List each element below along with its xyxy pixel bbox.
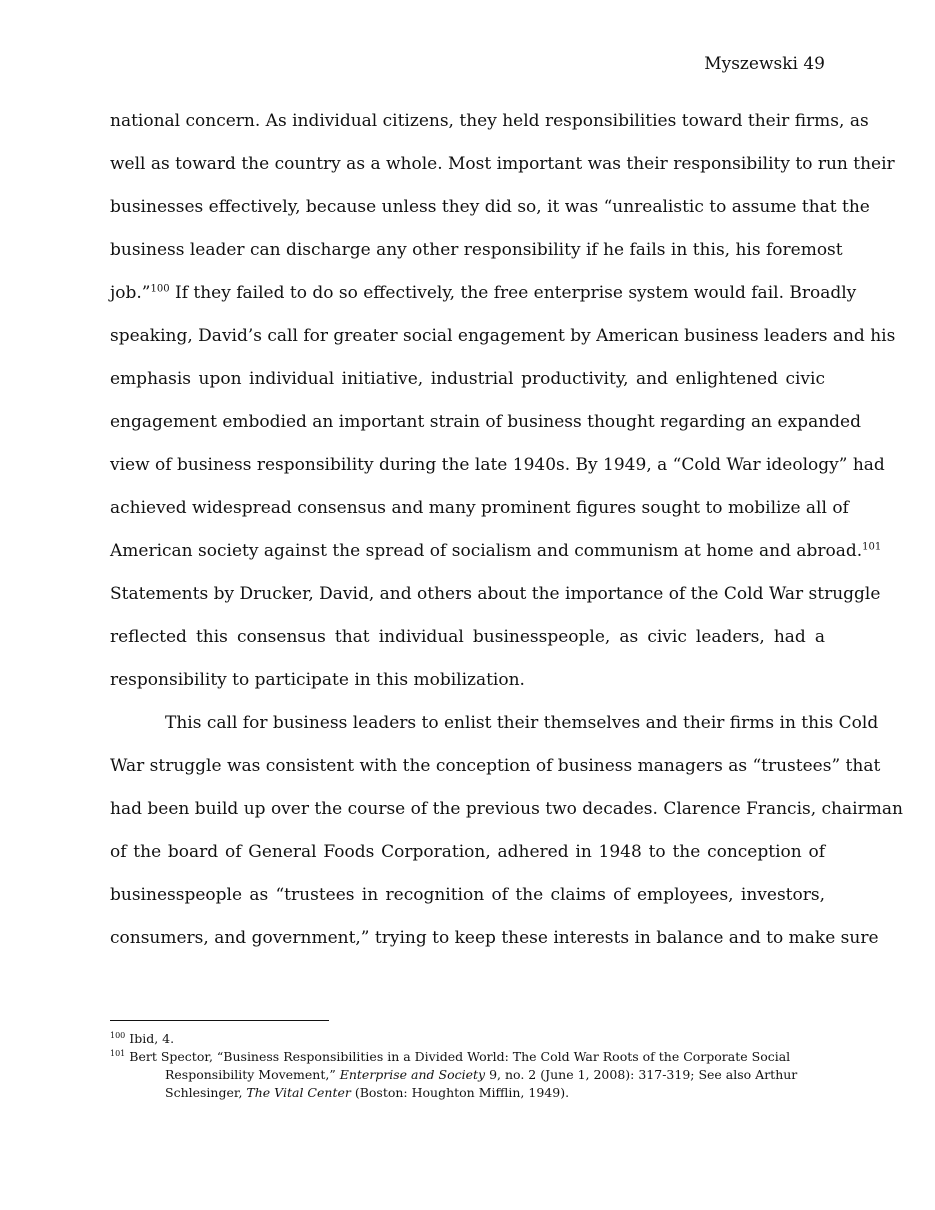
text-line: view of business responsibility during the late 1940s. By 1949, a “Cold War ideology” had bbox=[110, 455, 885, 475]
text-line: War struggle was consistent with the conception of business managers as “trustees” that bbox=[110, 756, 881, 776]
footnote-101-continued bbox=[110, 1084, 825, 1102]
footnote-text: Ibid, 4. bbox=[129, 1031, 175, 1046]
running-head: Myszewski 49 bbox=[704, 54, 825, 74]
text-line: speaking, David’s call for greater social engagement by American business leaders and his bbox=[110, 326, 896, 346]
book-title: The Vital Center bbox=[246, 1085, 351, 1100]
text-line: business leader can discharge any other responsibility if he fails in this, his foremost bbox=[110, 240, 843, 260]
text-line: emphasis upon individual initiative, industrial productivity, and enlightened civic bbox=[110, 369, 825, 389]
text-line: responsibility to participate in this mobilization. bbox=[110, 670, 525, 690]
journal-title: Enterprise and Society bbox=[339, 1067, 486, 1082]
text-line: This call for business leaders to enlist their themselves and their firms in this Cold bbox=[165, 713, 879, 733]
text-line: national concern. As individual citizens, they held responsibilities toward their firms, as bbox=[110, 111, 869, 131]
text-line bbox=[110, 272, 857, 315]
text-line: businesses effectively, because unless they did so, it was “unrealistic to assume that the bbox=[110, 197, 870, 217]
text-line: businesspeople as “trustees in recognition of the claims of employees, investors, bbox=[110, 885, 825, 905]
footnote-text: 9, no. 2 (June 1, 2008): 317-319; See also Arthur bbox=[485, 1067, 798, 1082]
footnote-text: (Boston: Houghton Mifflin, 1949). bbox=[350, 1085, 570, 1100]
text-line: achieved widespread consensus and many prominent figures sought to mobilize all of bbox=[110, 498, 849, 518]
footnote-separator bbox=[110, 1020, 329, 1021]
text-line: of the board of General Foods Corporation, adhered in 1948 to the conception of bbox=[110, 842, 825, 862]
text-line: engagement embodied an important strain of business thought regarding an expanded bbox=[110, 412, 861, 432]
text-segment: American society against the spread of socialism and communism at home and abroad. bbox=[110, 541, 863, 561]
footnote-number: 100 bbox=[110, 1030, 126, 1040]
footnote-100 bbox=[110, 1030, 825, 1048]
footnote-number: 101 bbox=[110, 1048, 126, 1058]
footnote-101 bbox=[110, 1048, 825, 1066]
text-segment: If they failed to do so effectively, the free enterprise system would fail. Broadly bbox=[169, 283, 857, 303]
footnote-text: Schlesinger, bbox=[165, 1085, 247, 1100]
footnote-text: Bert Spector, “Business Responsibilities in a Divided World: The Cold War Roots of the Corporate Social bbox=[129, 1049, 791, 1064]
footnote-reference[interactable]: 101 bbox=[862, 541, 882, 553]
text-line: well as toward the country as a whole. Most important was their responsibility to run their bbox=[110, 154, 895, 174]
footnotes bbox=[110, 1030, 825, 1102]
text-line: consumers, and government,” trying to keep these interests in balance and to make sure bbox=[110, 928, 879, 948]
text-line: Statements by Drucker, David, and others about the importance of the Cold War struggle bbox=[110, 584, 881, 604]
text-segment: job.” bbox=[110, 283, 151, 303]
text-line: had been build up over the course of the previous two decades. Clarence Francis, chairman bbox=[110, 799, 903, 819]
footnote-reference[interactable]: 100 bbox=[150, 283, 170, 295]
footnote-101-continued bbox=[110, 1066, 825, 1084]
body-text bbox=[110, 100, 903, 960]
text-line bbox=[110, 530, 882, 573]
text-line: reflected this consensus that individual businesspeople, as civic leaders, had a bbox=[110, 627, 825, 647]
footnote-text: Responsibility Movement,” bbox=[165, 1067, 340, 1082]
